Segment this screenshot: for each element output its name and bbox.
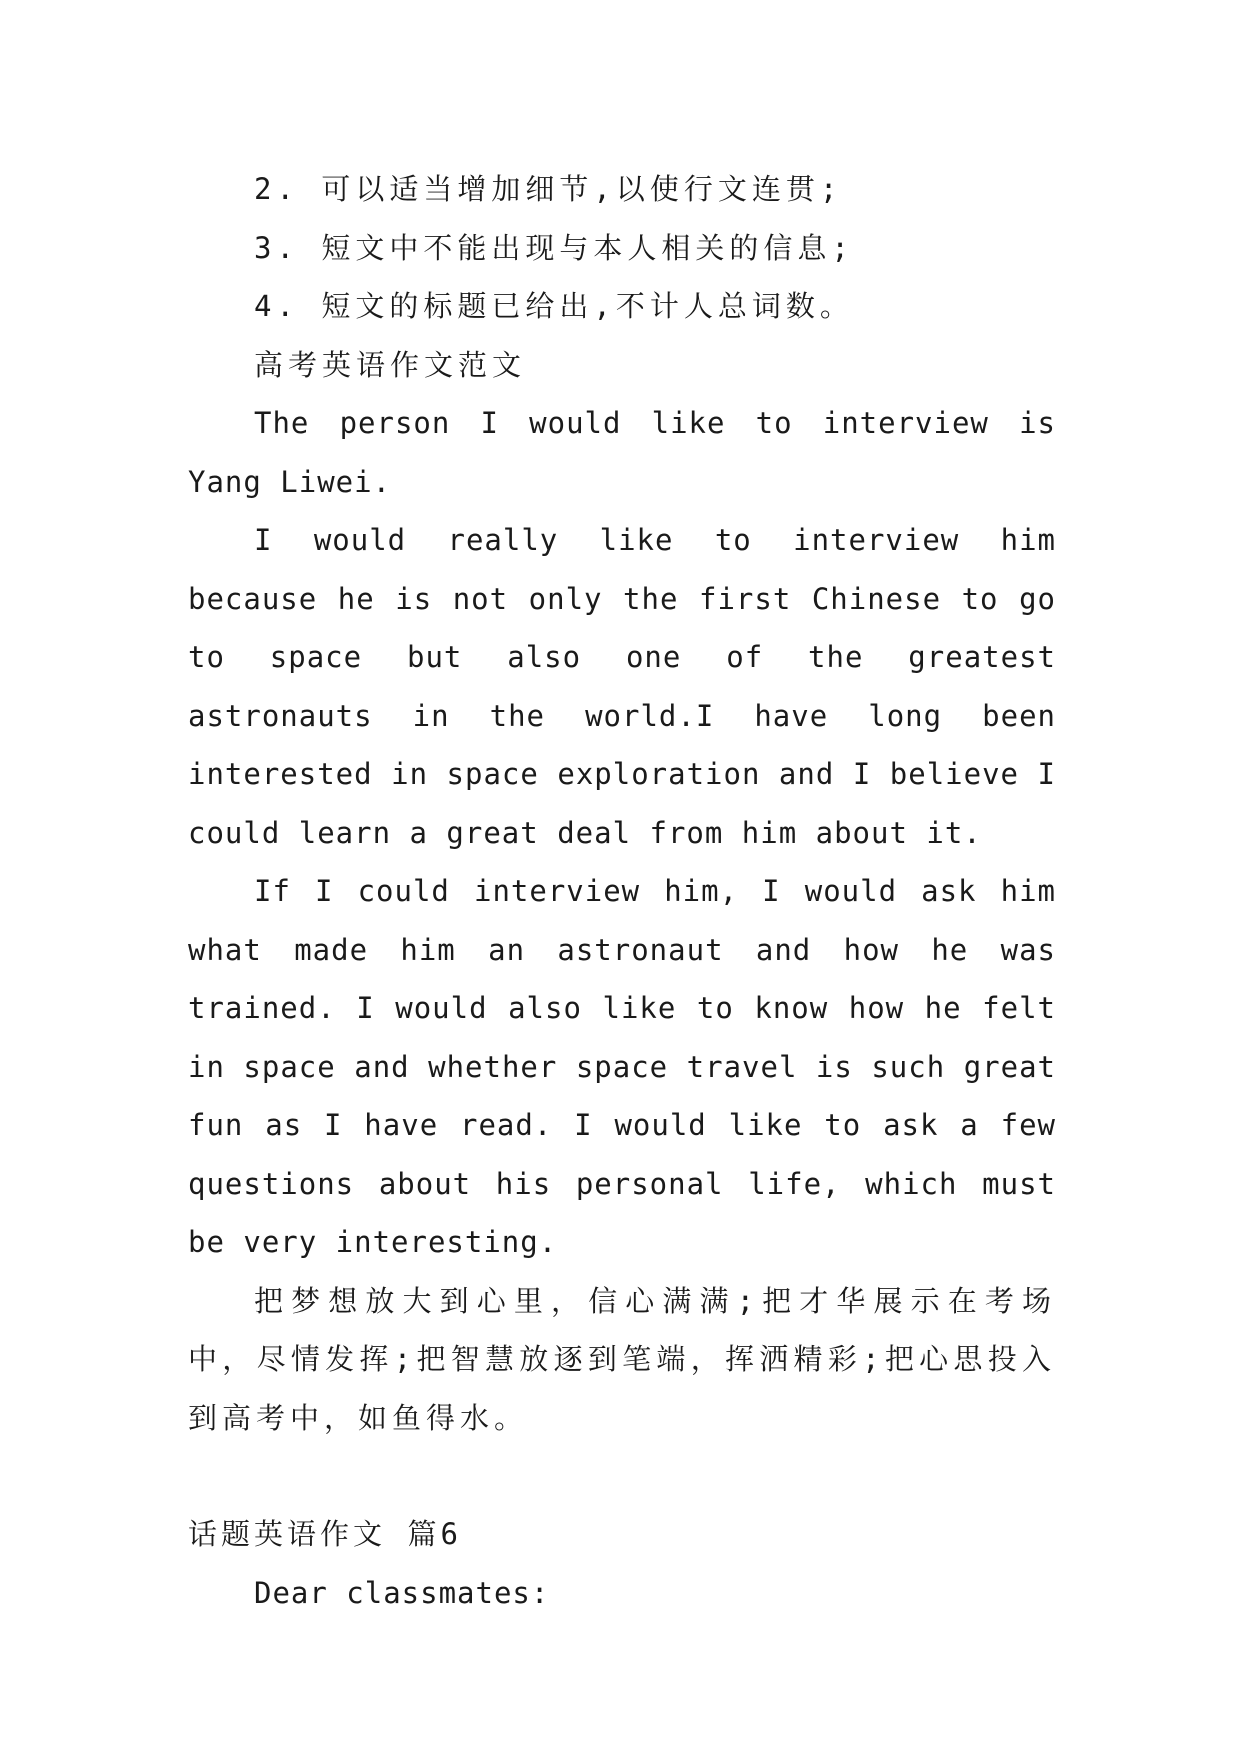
essay-paragraph-1: The person I would like to interview is Yang Liwei. [188,406,1056,499]
requirement-item-2: 2. 可以适当增加细节,以使行文连贯; [254,172,843,206]
requirement-item-4: 4. 短文的标题已给出,不计人总词数。 [254,289,854,323]
requirement-item-3: 3. 短文中不能出现与本人相关的信息; [254,230,854,265]
document-body [188,160,1056,1622]
salutation: Dear classmates: [254,1575,550,1610]
sample-essay-label: 高考英语作文范文 [254,347,527,382]
closing-paragraph: 把梦想放大到心里，信心满满;把才华展示在考场中，尽情发挥;把智慧放逐到笔端，挥洒精彩;把心思投入到高考中，如鱼得水。 [188,1283,1056,1435]
essay-paragraph-3: If I could interview him, I would ask him what made him an astronaut and how he was trained. I would also like to know how he felt in space and whether space travel is such great fun as I have read. I would like to ask a few questions about his personal life, which must be very interesting. [188,874,1056,1259]
section-heading: 话题英语作文 篇6 [188,1517,462,1551]
essay-paragraph-2: I would really like to interview him because he is not only the first Chinese to go to space but also one of the greatest astronauts in the world.I have long been interested in space exploration and I believe I could learn a great deal from him about it. [188,523,1056,850]
section-spacer [188,1447,1056,1505]
